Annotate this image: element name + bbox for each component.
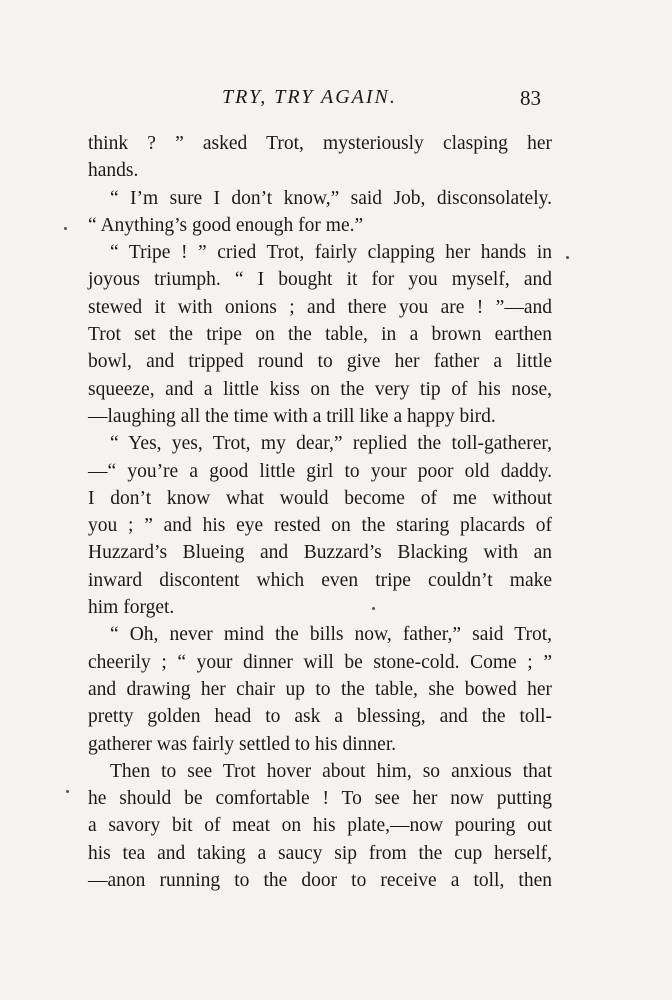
text-line: cheerily ; “ your dinner will be stone-cold. Come ; ” [88,651,552,673]
text-line: “ I’m sure I don’t know,” said Job, disconsolately. [110,187,552,209]
text-line: —“ you’re a good little girl to your poor old daddy. [88,460,552,482]
text-line: his tea and taking a saucy sip from the cup herself, [88,842,552,864]
text-line: pretty golden head to ask a blessing, and the toll- [88,706,552,728]
text-line: and drawing her chair up to the table, she bowed her [88,678,552,700]
print-speck [566,256,569,259]
text-line: I don’t know what would become of me without [88,487,552,509]
text-line: gatherer was fairly settled to his dinner. [88,733,397,755]
text-line: joyous triumph. “ I bought it for you myself, and [88,269,552,291]
text-line: hands. [88,160,139,182]
text-line: you ; ” and his eye rested on the staring placards of [88,515,552,537]
page-header [0,86,672,116]
text-line: Huzzard’s Blueing and Buzzard’s Blacking with an [88,542,552,564]
text-line: bowl, and tripped round to give her father a little [88,351,552,373]
print-speck [66,790,69,793]
text-line: —anon running to the door to receive a toll, then [88,870,552,892]
text-line: a savory bit of meat on his plate,—now pouring out [88,815,552,837]
text-line: Trot set the tripe on the table, in a brown earthen [88,324,552,346]
text-line: think ? ” asked Trot, mysteriously clasping her [88,133,552,154]
text-line: “ Tripe ! ” cried Trot, fairly clapping her hands in [110,242,552,264]
text-line: “ Anything’s good enough for me.” [88,214,364,236]
text-line: squeeze, and a little kiss on the very tip of his nose, [88,378,552,400]
text-line: inward discontent which even tripe couldn’t make [88,569,552,591]
text-line: “ Yes, yes, Trot, my dear,” replied the toll-gatherer, [110,433,552,455]
text-line: him forget. [88,597,175,619]
print-speck [372,607,375,610]
text-line: he should be comfortable ! To see her now putting [88,788,552,810]
text-line: “ Oh, never mind the bills now, father,” said Trot, [110,624,552,646]
text-line: —laughing all the time with a trill like a happy bird. [88,405,496,427]
running-head: TRY, TRY AGAIN. [222,86,397,108]
text-line: stewed it with onions ; and there you are ! ”—and [88,296,552,318]
body-text [88,130,552,894]
page-number: 83 [520,86,541,110]
text-line: Then to see Trot hover about him, so anxious that [110,760,552,782]
print-speck [64,227,67,230]
